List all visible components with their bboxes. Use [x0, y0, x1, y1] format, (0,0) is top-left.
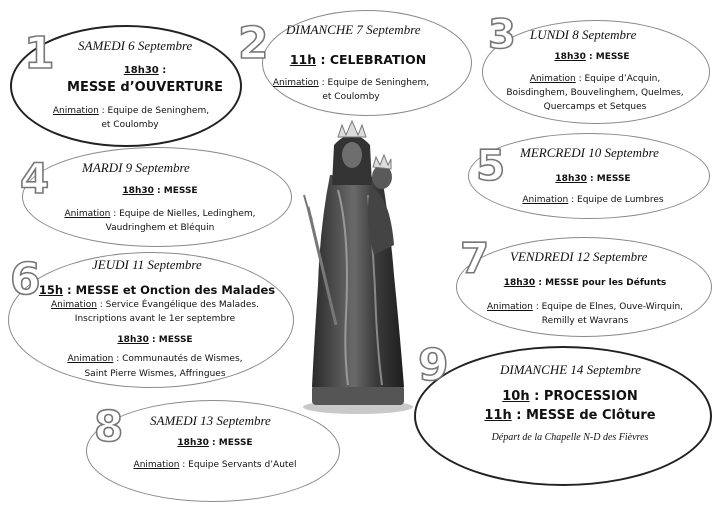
event-9-time2: 11h	[484, 408, 512, 423]
event-9-note: Départ de la Chapelle N-D des Fièvres	[491, 432, 649, 443]
event-7-time: 18h30	[503, 278, 536, 288]
event-6-animation2	[30, 352, 280, 366]
event-6-animation	[30, 298, 280, 312]
event-2-time: 11h	[289, 52, 317, 67]
event-8-title-line	[110, 436, 320, 450]
event-9-title2-line	[440, 408, 700, 423]
event-4-day: MARDI 9 Septembre	[82, 160, 190, 175]
event-8-animation-label: Animation	[133, 460, 180, 470]
event-9-time: 10h	[502, 389, 530, 404]
event-5-number: 5	[476, 141, 506, 190]
event-6-animation-text: : Service Évangélique des Malades.	[96, 300, 259, 310]
event-5-animation-text: : Equipe de Lumbres	[568, 195, 664, 205]
event-9-number: 9	[418, 340, 449, 391]
event-1-animation-label: Animation	[52, 106, 99, 116]
event-2-animation-text: : Equipe de Seninghem,	[318, 78, 430, 88]
event-7-title: : MESSE pour les Défunts	[535, 278, 667, 288]
event-5-animation	[488, 193, 698, 207]
event-2-animation-label: Animation	[272, 78, 319, 88]
event-4-animation-text: : Equipe de Nielles, Ledinghem,	[110, 209, 256, 219]
event-3-animation	[484, 72, 706, 86]
event-4-animation-label: Animation	[64, 209, 111, 219]
event-3-animation-line2: Boisdinghem, Bouvelinghem, Quelmes,	[506, 88, 684, 98]
event-9-title2: : MESSE de Clôture	[511, 408, 656, 423]
virgin-and-child-statue-icon	[290, 115, 420, 415]
event-5-animation-label: Animation	[522, 195, 569, 205]
event-5-day: MERCREDI 10 Septembre	[520, 145, 659, 160]
event-7-animation-line2: Remilly et Wavrans	[541, 316, 629, 326]
event-6-time: 15h	[38, 283, 64, 297]
event-3-animation-line3: Quercamps et Setques	[543, 102, 647, 112]
event-7-animation-label: Animation	[486, 302, 533, 312]
event-9-day: DIMANCHE 14 Septembre	[500, 362, 642, 377]
event-3-title-line	[482, 50, 702, 64]
event-3-animation-text: : Equipe d’Acquin,	[575, 74, 661, 84]
event-6-title: : MESSE et Onction des Malades	[63, 283, 276, 297]
event-1-animation-text: : Equipe de Seninghem,	[98, 106, 210, 116]
event-6-title-line	[38, 283, 276, 297]
event-6-day: JEUDI 11 Septembre	[92, 257, 202, 272]
event-3-number: 3	[488, 12, 516, 58]
event-3-time: 18h30	[554, 52, 586, 62]
event-6-animation-label: Animation	[51, 300, 97, 310]
event-1-day: SAMEDI 6 Septembre	[78, 38, 193, 53]
event-4-title: : MESSE	[153, 186, 198, 196]
event-5-time: 18h30	[555, 174, 587, 184]
event-1-title: MESSE d’OUVERTURE	[67, 80, 223, 95]
event-4-title-line	[50, 184, 270, 198]
event-6-animation-line2: Inscriptions avant le 1er septembre	[74, 314, 236, 324]
event-6-title2: : MESSE	[148, 335, 193, 345]
event-6-animation2-line2: Saint Pierre Wismes, Affringues	[84, 369, 226, 379]
event-2-day: DIMANCHE 7 Septembre	[286, 22, 421, 37]
event-1-animation-line2: et Coulomby	[101, 120, 159, 130]
event-9-title-line	[440, 389, 700, 404]
event-6-animation2-text: : Communautés de Wismes,	[113, 354, 243, 364]
event-2-title-line	[283, 52, 433, 67]
event-8-day: SAMEDI 13 Septembre	[150, 413, 271, 428]
event-3-title: : MESSE	[585, 52, 630, 62]
event-8-title: : MESSE	[208, 438, 253, 448]
event-3-animation-label: Animation	[529, 74, 576, 84]
event-4-animation	[50, 207, 270, 221]
event-8-number: 8	[94, 402, 124, 451]
event-7-animation	[470, 300, 700, 314]
event-8-time: 18h30	[177, 438, 209, 448]
event-4-number: 4	[20, 154, 50, 203]
event-8-animation	[110, 458, 320, 472]
event-7-day: VENDREDI 12 Septembre	[510, 249, 648, 264]
event-2-number: 2	[238, 18, 269, 69]
event-3-day: LUNDI 8 Septembre	[530, 27, 637, 42]
event-6-time2: 18h30	[117, 335, 149, 345]
event-9-title: : PROCESSION	[529, 389, 638, 404]
event-1-number: 1	[24, 28, 55, 79]
event-7-animation-text: : Equipe de Elnes, Ouve-Wirquin,	[532, 302, 684, 312]
event-4-time: 18h30	[122, 186, 154, 196]
event-7-number: 7	[460, 234, 490, 283]
event-1-time: 18h30	[123, 65, 159, 76]
event-7-title-line	[470, 276, 700, 290]
event-8-animation-text: : Equipe Servants d’Autel	[179, 460, 297, 470]
event-5-title: : MESSE	[586, 174, 631, 184]
event-6-number: 6	[10, 254, 41, 305]
event-1-time-suffix: :	[158, 65, 167, 76]
event-4-animation-line2: Vaudringhem et Bléquin	[105, 223, 215, 233]
event-2-animation-line2: et Coulomby	[322, 92, 380, 102]
event-6-title2-line	[40, 333, 270, 347]
event-2-animation	[266, 76, 436, 90]
event-6-animation2-label: Animation	[67, 354, 114, 364]
event-1-animation	[0, 104, 262, 118]
event-2-title: : CELEBRATION	[316, 52, 427, 67]
event-5-title-line	[488, 172, 698, 186]
